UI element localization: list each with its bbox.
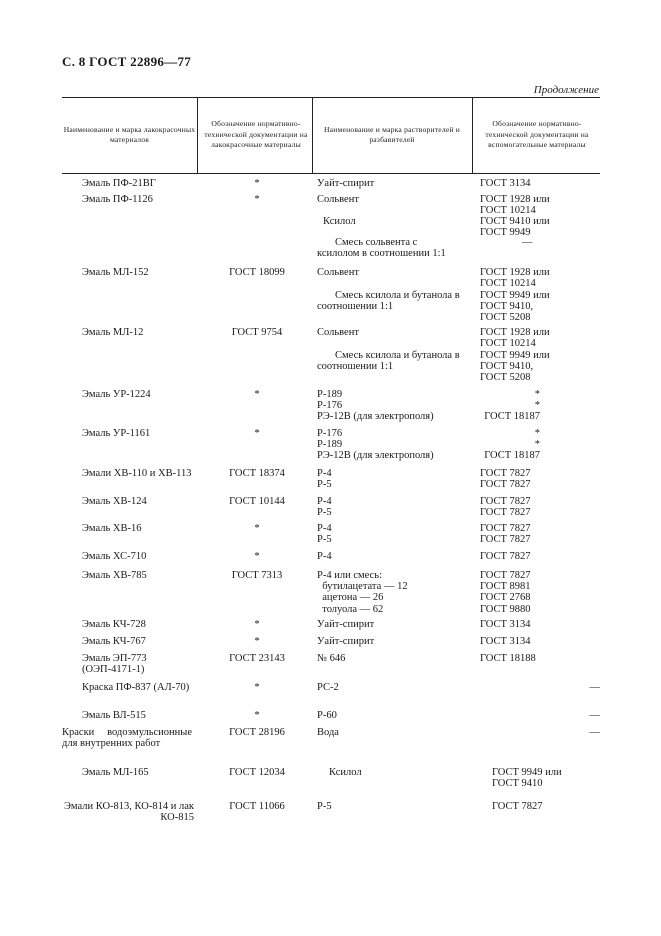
aux-doc: ГОСТ 1928 или ГОСТ 10214 [480, 194, 550, 217]
material-name: Эмаль ПФ-1126 [82, 194, 153, 205]
material-doc: * [254, 551, 260, 562]
aux-doc: ГОСТ 3134 [480, 636, 531, 647]
material-name: Эмаль ВЛ-515 [82, 710, 146, 721]
continuation-label: Продолжение [533, 84, 599, 96]
column-divider [312, 97, 313, 173]
aux-doc: ГОСТ 3134 [480, 619, 531, 630]
solvent: № 646 [317, 653, 346, 664]
column-header-material-doc: Обозначение нормативно-технической документации на лакокрасочные материалы [204, 119, 308, 150]
aux-doc: ГОСТ 7827 [480, 551, 531, 562]
aux-doc: ГОСТ 1928 или ГОСТ 10214 [480, 267, 550, 290]
aux-doc: ГОСТ 7827 ГОСТ 7827 [480, 496, 531, 519]
material-name: Эмаль УР-1224 [82, 389, 151, 400]
material-name: Эмаль УР-1161 [82, 428, 151, 439]
solvent: Р-4 [317, 551, 332, 562]
material-name: Эмаль МЛ-152 [82, 267, 149, 278]
column-divider [197, 97, 198, 173]
solvent: Сольвент [317, 194, 359, 205]
material-doc: * [254, 523, 260, 534]
column-header-aux-doc: Обозначение нормативно-технической документации на вспомогательные материалы [485, 119, 589, 150]
material-doc: ГОСТ 7313 [231, 570, 283, 581]
solvent: РС-2 [317, 682, 339, 693]
aux-doc: ГОСТ 7827 ГОСТ 8981 ГОСТ 2768 ГОСТ 9880 [480, 570, 531, 615]
aux-doc: ГОСТ 7827 ГОСТ 7827 [480, 468, 531, 491]
material-doc: * [254, 682, 260, 693]
material-doc: ГОСТ 28196 [229, 727, 285, 738]
material-name: Эмали КО-813, КО-814 и лак КО-815 [63, 801, 194, 824]
solvent: Р-4 или смесь: бутилацетата — 12 ацетона — 26 толуола — 62 [317, 570, 408, 615]
solvent: Р-176 Р-189 РЭ-12В (для электрополя) [317, 428, 434, 462]
solvent: Ксилол [323, 216, 356, 227]
material-doc: ГОСТ 18374 [229, 468, 285, 479]
solvent: Ксилол [329, 767, 362, 778]
material-name: Эмаль ПФ-21ВГ [82, 178, 156, 189]
material-doc: * [254, 178, 260, 189]
material-name: Эмаль ХС-710 [82, 551, 147, 562]
solvent: Вода [317, 727, 339, 738]
aux-doc: — [589, 682, 600, 693]
column-header-material: Наименование и марка лакокрасочных материалов [63, 124, 196, 144]
aux-doc: ГОСТ 9410 или ГОСТ 9949 [480, 216, 550, 239]
solvent: Смесь ксилола и бутанола в соотношении 1:1 [317, 350, 460, 373]
material-doc: ГОСТ 23143 [229, 653, 285, 664]
aux-doc: ГОСТ 1928 или ГОСТ 10214 [480, 327, 550, 350]
page-header: С. 8 ГОСТ 22896—77 [62, 54, 192, 69]
column-divider [472, 97, 473, 173]
header-bottom-rule [62, 173, 600, 174]
material-doc: ГОСТ 9754 [231, 327, 283, 338]
material-name: Эмаль ХВ-124 [82, 496, 147, 507]
solvent: Сольвент [317, 267, 359, 278]
aux-doc: ГОСТ 18188 [480, 653, 536, 664]
material-name: Эмаль ЭП-773 (ОЭП-4171-1) [82, 653, 147, 676]
material-name: Эмали ХВ-110 и ХВ-113 [82, 468, 192, 479]
aux-doc: ГОСТ 7827 ГОСТ 7827 [480, 523, 531, 546]
solvent: Р-4 Р-5 [317, 468, 332, 491]
aux-doc: * * ГОСТ 18187 [484, 389, 540, 423]
material-name: Краска ПФ-837 (АЛ-70) [82, 682, 190, 693]
material-doc: * [254, 428, 260, 439]
aux-doc: ГОСТ 9949 или ГОСТ 9410, ГОСТ 5208 [480, 350, 550, 384]
aux-doc: — [589, 727, 600, 738]
aux-doc: ГОСТ 9949 или ГОСТ 9410 [492, 767, 562, 790]
material-doc: * [254, 619, 260, 630]
solvent: Р-5 [317, 801, 332, 812]
solvent: Уайт-спирит [317, 636, 375, 647]
solvent: Смесь ксилола и бутанола в соотношении 1:1 [317, 290, 460, 313]
material-name: Эмаль МЛ-12 [82, 327, 144, 338]
material-doc: * [254, 710, 260, 721]
solvent: Уайт-спирит [317, 178, 375, 189]
material-doc: ГОСТ 18099 [229, 267, 285, 278]
solvent: Р-4 Р-5 [317, 496, 332, 519]
material-name: Эмаль МЛ-165 [82, 767, 149, 778]
solvent: Сольвент [317, 327, 359, 338]
aux-doc: — [589, 710, 600, 721]
solvent: Р-189 Р-176 РЭ-12В (для электрополя) [317, 389, 434, 423]
solvent: Р-60 [317, 710, 337, 721]
aux-doc: * * ГОСТ 18187 [484, 428, 540, 462]
material-name: Краски водоэмульсионные для внутренних работ [62, 727, 192, 750]
material-name: Эмаль КЧ-767 [82, 636, 146, 647]
aux-doc: ГОСТ 7827 [492, 801, 543, 812]
material-doc: * [254, 194, 260, 205]
material-doc: ГОСТ 10144 [229, 496, 285, 507]
column-header-solvent: Наименование и марка растворителей и разбавителей [323, 124, 461, 144]
material-doc: ГОСТ 11066 [229, 801, 285, 812]
solvent: Р-4 Р-5 [317, 523, 332, 546]
material-doc: * [254, 389, 260, 400]
solvent: Смесь сольвента с ксилолом в соотношении 1:1 [317, 237, 446, 260]
aux-doc: ГОСТ 9949 или ГОСТ 9410, ГОСТ 5208 [480, 290, 550, 324]
material-name: Эмаль КЧ-728 [82, 619, 146, 630]
aux-doc: — [522, 237, 533, 248]
solvent: Уайт-спирит [317, 619, 375, 630]
material-doc: ГОСТ 12034 [229, 767, 285, 778]
aux-doc: ГОСТ 3134 [480, 178, 531, 189]
material-name: Эмаль ХВ-16 [82, 523, 142, 534]
material-doc: * [254, 636, 260, 647]
material-name: Эмаль ХВ-785 [82, 570, 147, 581]
